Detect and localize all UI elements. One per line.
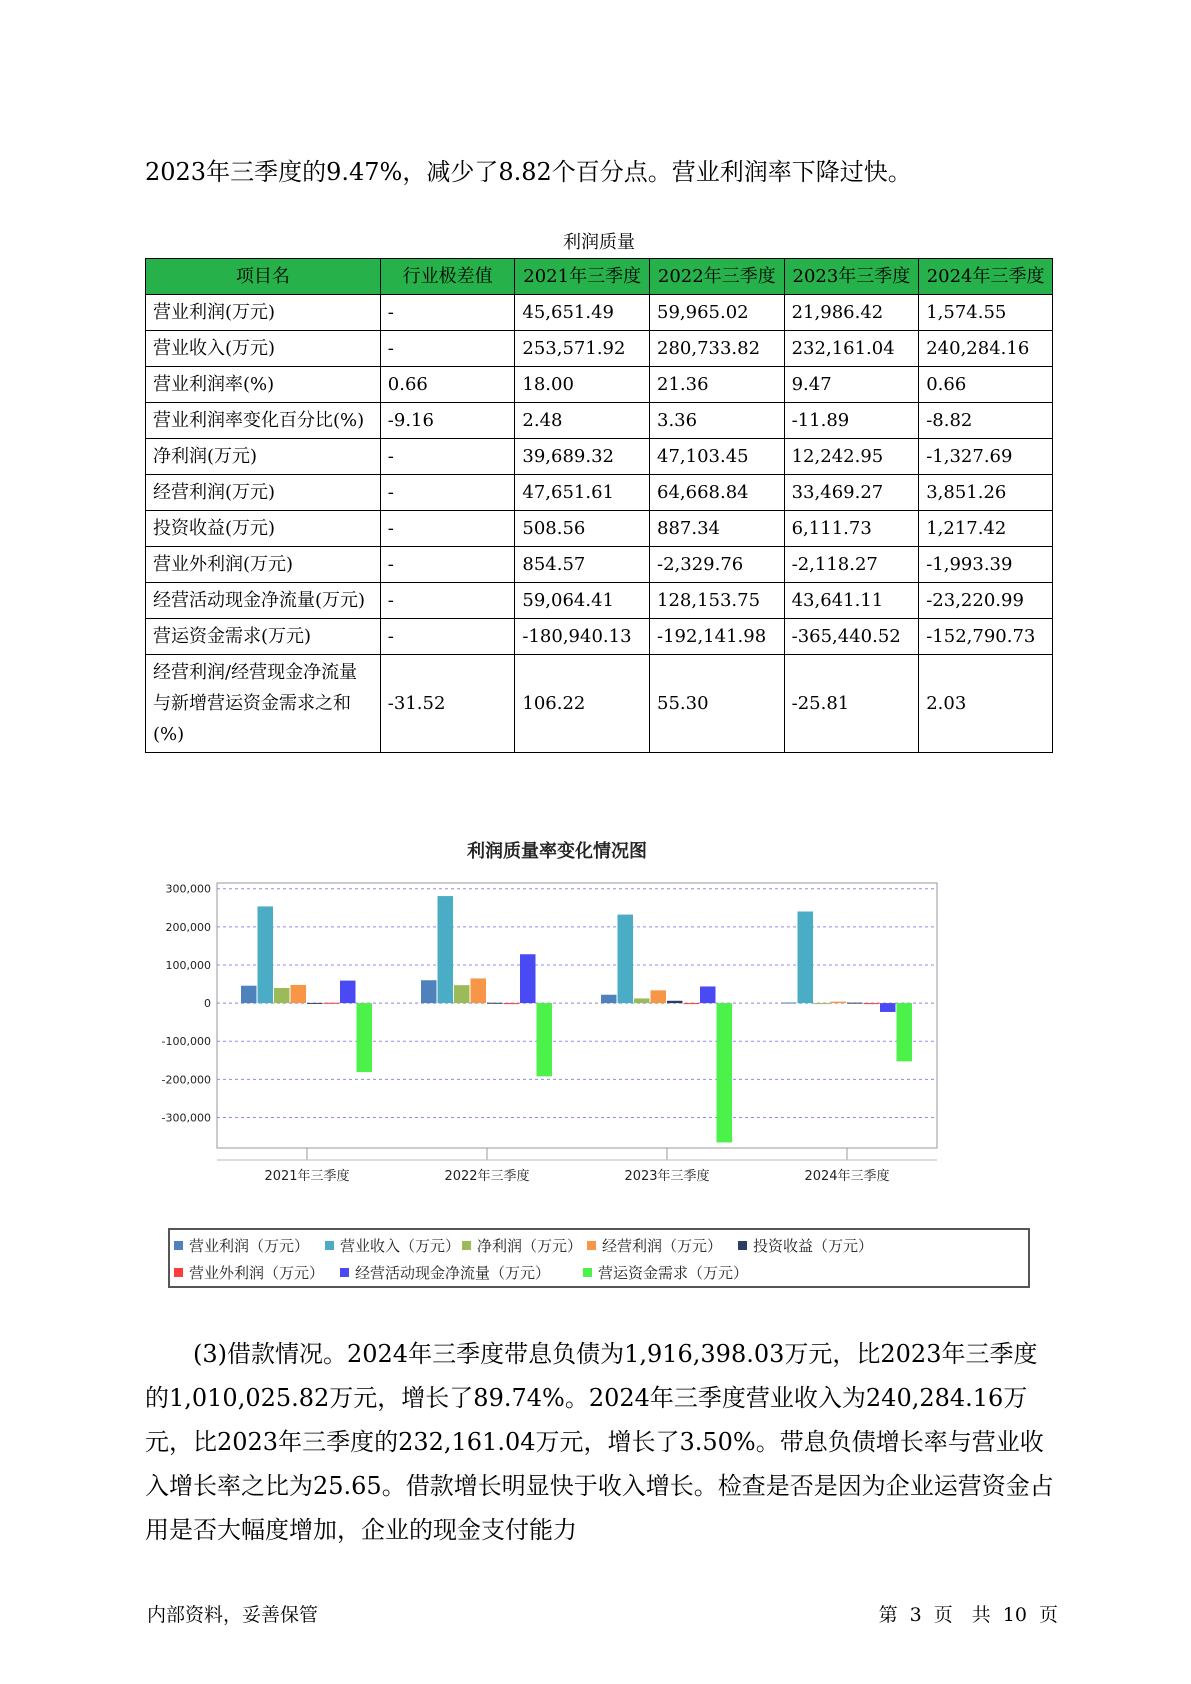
table-cell: 2.48 — [515, 403, 650, 439]
bar — [781, 1003, 797, 1004]
table-cell: -192,141.98 — [650, 619, 785, 655]
row-label-cell: 经营利润/经营现金净流量与新增营运资金需求之和(%) — [146, 655, 381, 753]
table-row — [146, 583, 1053, 619]
bar — [814, 1003, 830, 1004]
bar — [831, 1002, 847, 1003]
table-cell: 854.57 — [515, 547, 650, 583]
legend-label: 营运资金需求（万元） — [598, 1264, 749, 1282]
legend-label: 经营利润（万元） — [602, 1237, 723, 1255]
legend-item — [462, 1235, 582, 1256]
legend-label: 经营活动现金净流量（万元） — [355, 1264, 551, 1282]
plot-area — [217, 883, 937, 1148]
legend-swatch — [174, 1268, 183, 1277]
legend-item — [587, 1235, 722, 1256]
table-cell: - — [380, 511, 515, 547]
y-tick-label: -100,000 — [161, 1035, 211, 1049]
bar — [601, 995, 617, 1003]
table-cell: 280,733.82 — [650, 331, 785, 367]
legend-item — [738, 1235, 873, 1256]
table-row — [146, 655, 1053, 753]
table-cell: -365,440.52 — [784, 619, 919, 655]
table-cell: 45,651.49 — [515, 295, 650, 331]
bars-layer — [241, 896, 912, 1142]
table-cell: -1,993.39 — [919, 547, 1053, 583]
table-cell: 33,469.27 — [784, 475, 919, 511]
table-cell: 3,851.26 — [919, 475, 1053, 511]
table-cell: - — [380, 295, 515, 331]
row-label-cell: 净利润(万元) — [146, 439, 381, 475]
table-cell: -1,327.69 — [919, 439, 1053, 475]
table-cell: -31.52 — [380, 655, 515, 753]
legend-swatch — [174, 1241, 183, 1250]
header-2023-q3: 2023年三季度 — [784, 259, 919, 295]
table-header-row — [146, 259, 1053, 295]
table-row — [146, 331, 1053, 367]
bar — [471, 978, 487, 1003]
bar — [798, 911, 814, 1003]
table-cell: - — [380, 475, 515, 511]
x-tick-label: 2022年三季度 — [444, 1169, 530, 1184]
table-cell: 39,689.32 — [515, 439, 650, 475]
table-cell: 21,986.42 — [784, 295, 919, 331]
table-cell: 1,217.42 — [919, 511, 1053, 547]
bar — [651, 990, 667, 1003]
row-label-cell: 经营利润(万元) — [146, 475, 381, 511]
bar — [340, 981, 356, 1004]
legend-swatch — [738, 1241, 747, 1250]
y-tick-label: -200,000 — [161, 1073, 211, 1087]
legend-item — [174, 1235, 309, 1256]
header-item-name: 项目名 — [146, 259, 381, 295]
y-tick-label: 300,000 — [165, 882, 211, 896]
bar — [537, 1003, 553, 1076]
table-cell: - — [380, 583, 515, 619]
table-cell: 55.30 — [650, 655, 785, 753]
legend-label: 营业收入（万元） — [340, 1237, 461, 1255]
table-row — [146, 295, 1053, 331]
legend-label: 投资收益（万元） — [753, 1237, 874, 1255]
header-2024-q3: 2024年三季度 — [919, 259, 1053, 295]
legend-swatch — [325, 1241, 334, 1250]
table-cell: - — [380, 547, 515, 583]
bar — [700, 986, 716, 1003]
table-cell: 47,103.45 — [650, 439, 785, 475]
header-2022-q3: 2022年三季度 — [650, 259, 785, 295]
table-cell: 0.66 — [380, 367, 515, 403]
table-cell: -25.81 — [784, 655, 919, 753]
bar — [880, 1003, 896, 1012]
legend-label: 营业利润（万元） — [189, 1237, 310, 1255]
legend-item — [325, 1235, 460, 1256]
bar — [241, 986, 257, 1003]
row-label-cell: 经营活动现金净流量(万元) — [146, 583, 381, 619]
y-tick-label: 100,000 — [165, 958, 211, 972]
table-cell: 47,651.61 — [515, 475, 650, 511]
table-cell: -8.82 — [919, 403, 1053, 439]
table-cell: 240,284.16 — [919, 331, 1053, 367]
bar — [504, 1003, 520, 1004]
row-label-cell: 营业利润(万元) — [146, 295, 381, 331]
legend-label: 营业外利润（万元） — [189, 1264, 325, 1282]
table-cell: 887.34 — [650, 511, 785, 547]
page-number: 第 3 页 共 10 页 — [878, 1604, 1058, 1626]
row-label-cell: 营业利润率(%) — [146, 367, 381, 403]
bar — [634, 998, 650, 1003]
legend-swatch — [583, 1268, 592, 1277]
bar — [258, 906, 274, 1003]
bar — [324, 1003, 340, 1004]
table-cell: - — [380, 619, 515, 655]
bar — [357, 1003, 373, 1072]
table-cell: 0.66 — [919, 367, 1053, 403]
bar — [667, 1001, 683, 1003]
chart-svg — [161, 835, 1042, 1285]
x-tick-label: 2023年三季度 — [624, 1169, 710, 1184]
row-label-cell: 投资收益(万元) — [146, 511, 381, 547]
profit-quality-table — [145, 258, 1053, 753]
table-cell: 59,965.02 — [650, 295, 785, 331]
table-row — [146, 403, 1053, 439]
table-cell: 253,571.92 — [515, 331, 650, 367]
bar — [307, 1003, 323, 1004]
table-cell: 232,161.04 — [784, 331, 919, 367]
table-cell: 21.36 — [650, 367, 785, 403]
bar — [897, 1003, 913, 1061]
table-cell: 3.36 — [650, 403, 785, 439]
table-cell: 128,153.75 — [650, 583, 785, 619]
table-cell: 59,064.41 — [515, 583, 650, 619]
bar — [847, 1003, 863, 1004]
legend-swatch — [462, 1241, 471, 1250]
row-label-cell: 营运资金需求(万元) — [146, 619, 381, 655]
bar — [274, 988, 290, 1003]
chart-title: 利润质量率变化情况图 — [467, 841, 647, 862]
table-cell: -11.89 — [784, 403, 919, 439]
table-cell: -152,790.73 — [919, 619, 1053, 655]
table-cell: - — [380, 331, 515, 367]
table-cell: -180,940.13 — [515, 619, 650, 655]
bar — [684, 1003, 700, 1004]
table-row — [146, 547, 1053, 583]
bar — [421, 980, 437, 1003]
table-cell: 18.00 — [515, 367, 650, 403]
legend-item — [174, 1262, 324, 1283]
table-row — [146, 367, 1053, 403]
table-cell: - — [380, 439, 515, 475]
legend-item — [340, 1262, 550, 1283]
bar — [454, 985, 470, 1003]
header-2021-q3: 2021年三季度 — [515, 259, 650, 295]
x-tick-label: 2021年三季度 — [264, 1169, 350, 1184]
table-cell: 106.22 — [515, 655, 650, 753]
table-row — [146, 511, 1053, 547]
borrowing-paragraph: (3)借款情况。2024年三季度带息负债为1,916,398.03万元，比2023年三季度的1,010,025.82万元，增长了89.74%。2024年三季度营业收入为240,284.16万元，比2023年三季度的232,161.04万元，增长了3.50%。带息负债增长率与营业收入增长率之比为25.65。借款增长明显快于收入增长。检查是否是因为企业运营资金占用是否大幅度增加，企业的现金支付能力 — [145, 1340, 1054, 1544]
table-cell: -2,329.76 — [650, 547, 785, 583]
bar — [717, 1003, 733, 1142]
table-cell: 1,574.55 — [919, 295, 1053, 331]
intro-paragraph: 2023年三季度的9.47%，减少了8.82个百分点。营业利润率下降过快。 — [145, 158, 912, 186]
y-tick-label: 0 — [204, 997, 211, 1011]
table-cell: -9.16 — [380, 403, 515, 439]
bar — [438, 896, 454, 1003]
table-cell: 6,111.73 — [784, 511, 919, 547]
table-cell: 12,242.95 — [784, 439, 919, 475]
legend-swatch — [340, 1268, 349, 1277]
footer-note: 内部资料，妥善保管 — [147, 1604, 319, 1626]
bar — [864, 1003, 880, 1004]
legend-swatch — [587, 1241, 596, 1250]
bar — [291, 985, 307, 1003]
table-row — [146, 439, 1053, 475]
chart-legend — [168, 1228, 1030, 1288]
bar — [520, 954, 536, 1003]
table-caption: 利润质量 — [563, 232, 635, 253]
table-cell: 2.03 — [919, 655, 1053, 753]
row-label-cell: 营业外利润(万元) — [146, 547, 381, 583]
table-cell: 43,641.11 — [784, 583, 919, 619]
profit-quality-chart — [161, 835, 1042, 1285]
x-tick-label: 2024年三季度 — [804, 1169, 890, 1184]
legend-label: 净利润（万元） — [477, 1237, 583, 1255]
table-cell: 508.56 — [515, 511, 650, 547]
table-cell: -23,220.99 — [919, 583, 1053, 619]
legend-item — [583, 1262, 748, 1283]
table-row — [146, 475, 1053, 511]
header-industry-range: 行业极差值 — [380, 259, 515, 295]
bar — [487, 1003, 503, 1004]
y-tick-label: -300,000 — [161, 1111, 211, 1125]
table-cell: 9.47 — [784, 367, 919, 403]
row-label-cell: 营业利润率变化百分比(%) — [146, 403, 381, 439]
y-tick-label: 200,000 — [165, 920, 211, 934]
row-label-cell: 营业收入(万元) — [146, 331, 381, 367]
table-cell: -2,118.27 — [784, 547, 919, 583]
bar — [618, 915, 634, 1004]
table-row — [146, 619, 1053, 655]
table-cell: 64,668.84 — [650, 475, 785, 511]
